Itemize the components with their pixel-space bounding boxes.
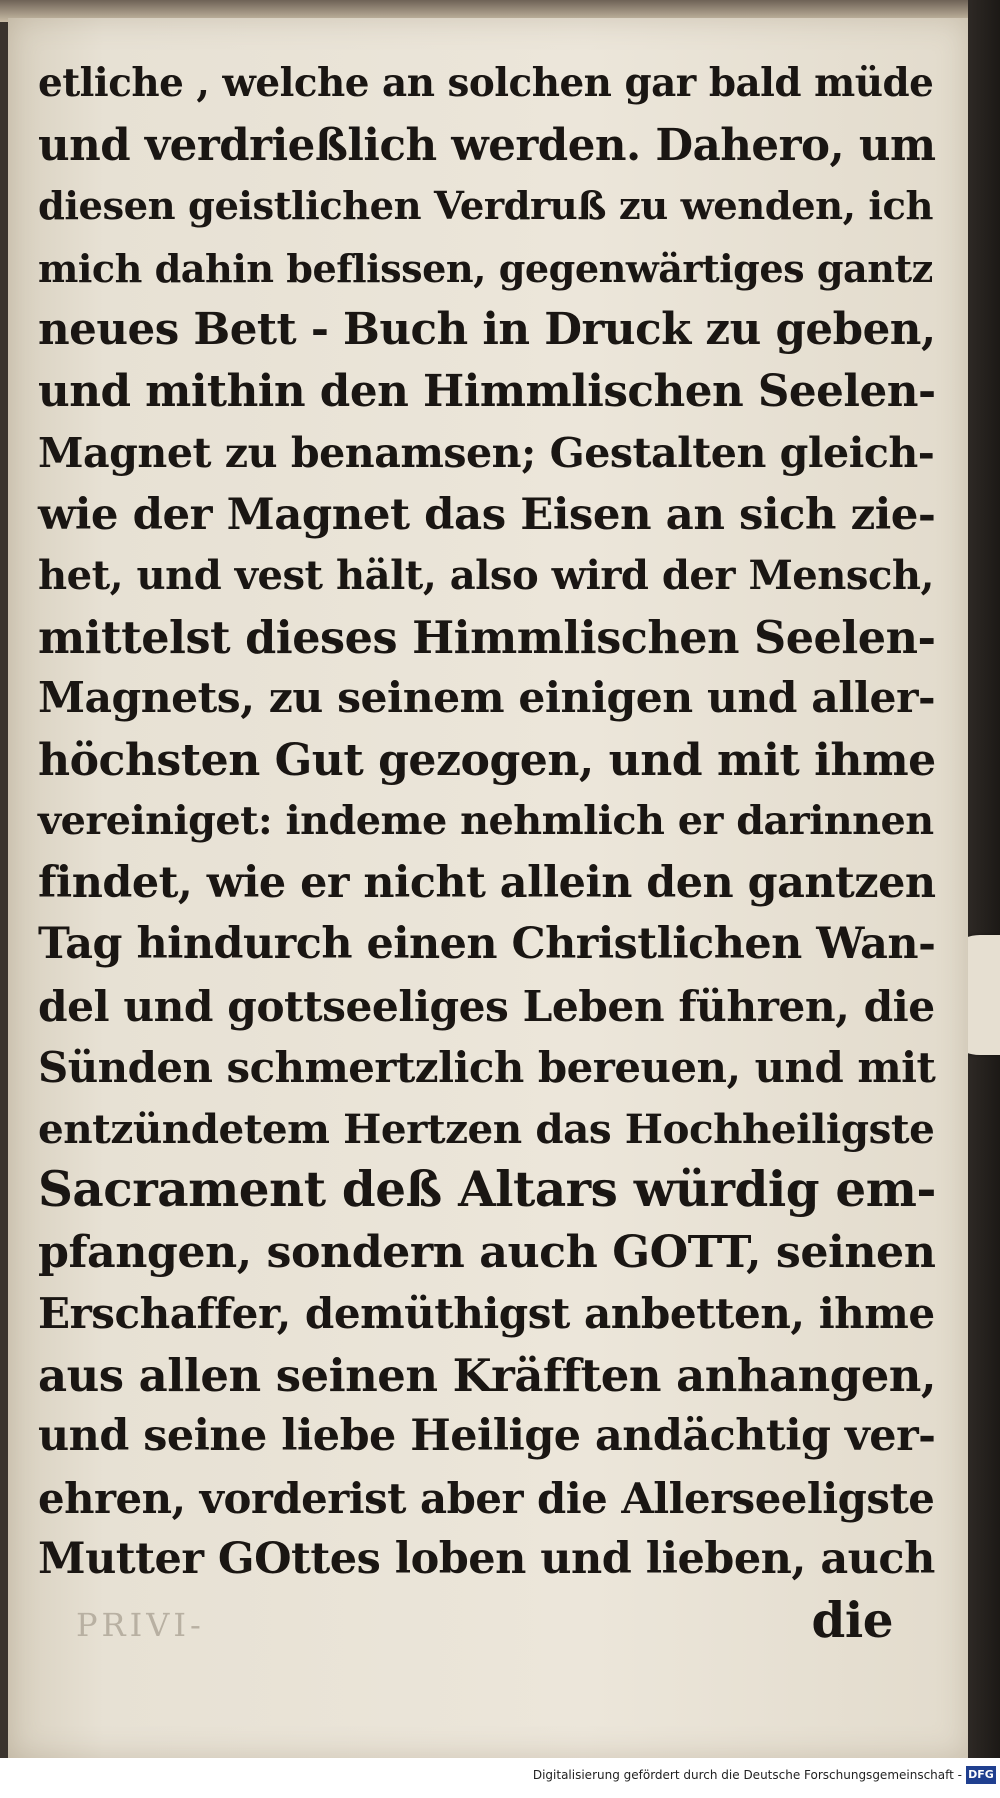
text-line: und mithin den Himmlischen Seelen- bbox=[38, 365, 936, 417]
text-line: aus allen seinen Kräfften anhangen, bbox=[38, 1348, 937, 1402]
text-line: Mutter GOttes loben und lieben, auch bbox=[38, 1534, 935, 1584]
text-line: del und gottseeliges Leben führen, die bbox=[38, 980, 935, 1031]
page-text-block bbox=[38, 53, 968, 1652]
text-line: Sacrament deß Altars würdig em- bbox=[38, 1162, 936, 1218]
text-line: pfangen, sondern auch GOTT, seinen bbox=[38, 1225, 936, 1278]
text-line: und verdrießlich werden. Dahero, um bbox=[38, 119, 936, 171]
text-line: mittelst dieses Himmlischen Seelen- bbox=[38, 610, 936, 664]
dfg-logo-icon: DFG bbox=[966, 1766, 996, 1784]
text-line: neues Bett - Buch in Druck zu geben, bbox=[38, 304, 936, 355]
text-line: Magnets, zu seinem einigen und aller- bbox=[38, 673, 936, 723]
text-line: Sünden schmertzlich bereuen, und mit bbox=[38, 1043, 936, 1092]
book-page bbox=[8, 18, 968, 1758]
book-spine-edge bbox=[968, 0, 1000, 1798]
text-line: entzündetem Hertzen das Hochheiligste bbox=[38, 1104, 935, 1153]
text-line: Erschaffer, demüthigst anbetten, ihme bbox=[38, 1288, 935, 1338]
text-line: etliche , welche an solchen gar bald müde bbox=[38, 61, 934, 106]
digitization-footer bbox=[0, 1758, 1000, 1798]
text-line: Magnet zu benamsen; Gestalten gleich- bbox=[38, 428, 935, 477]
text-line: vereiniget: indeme nehmlich er darinnen bbox=[38, 798, 934, 844]
text-line: mich dahin beflissen, gegenwärtiges gantz bbox=[38, 245, 933, 291]
text-line: het, und vest hält, also wird der Mensch, bbox=[38, 552, 934, 599]
text-line: findet, wie er nicht allein den gantzen bbox=[38, 857, 936, 908]
catchword: die bbox=[811, 1592, 893, 1649]
text-line: ehren, vorderist aber die Allerseeligste bbox=[38, 1473, 935, 1523]
funding-credit: Digitalisierung gefördert durch die Deutsche Forschungsgemeinschaft - bbox=[532, 1768, 962, 1782]
text-line: und seine liebe Heilige andächtig ver- bbox=[38, 1411, 936, 1461]
show-through-text: PRIVI- bbox=[76, 1606, 205, 1644]
text-line: diesen geistlichen Verdruß zu wenden, ich bbox=[38, 184, 933, 229]
text-line: höchsten Gut gezogen, und mit ihme bbox=[38, 734, 936, 786]
text-line: Tag hindurch einen Christlichen Wan- bbox=[38, 919, 936, 969]
text-line: wie der Magnet das Eisen an sich zie- bbox=[38, 488, 936, 540]
